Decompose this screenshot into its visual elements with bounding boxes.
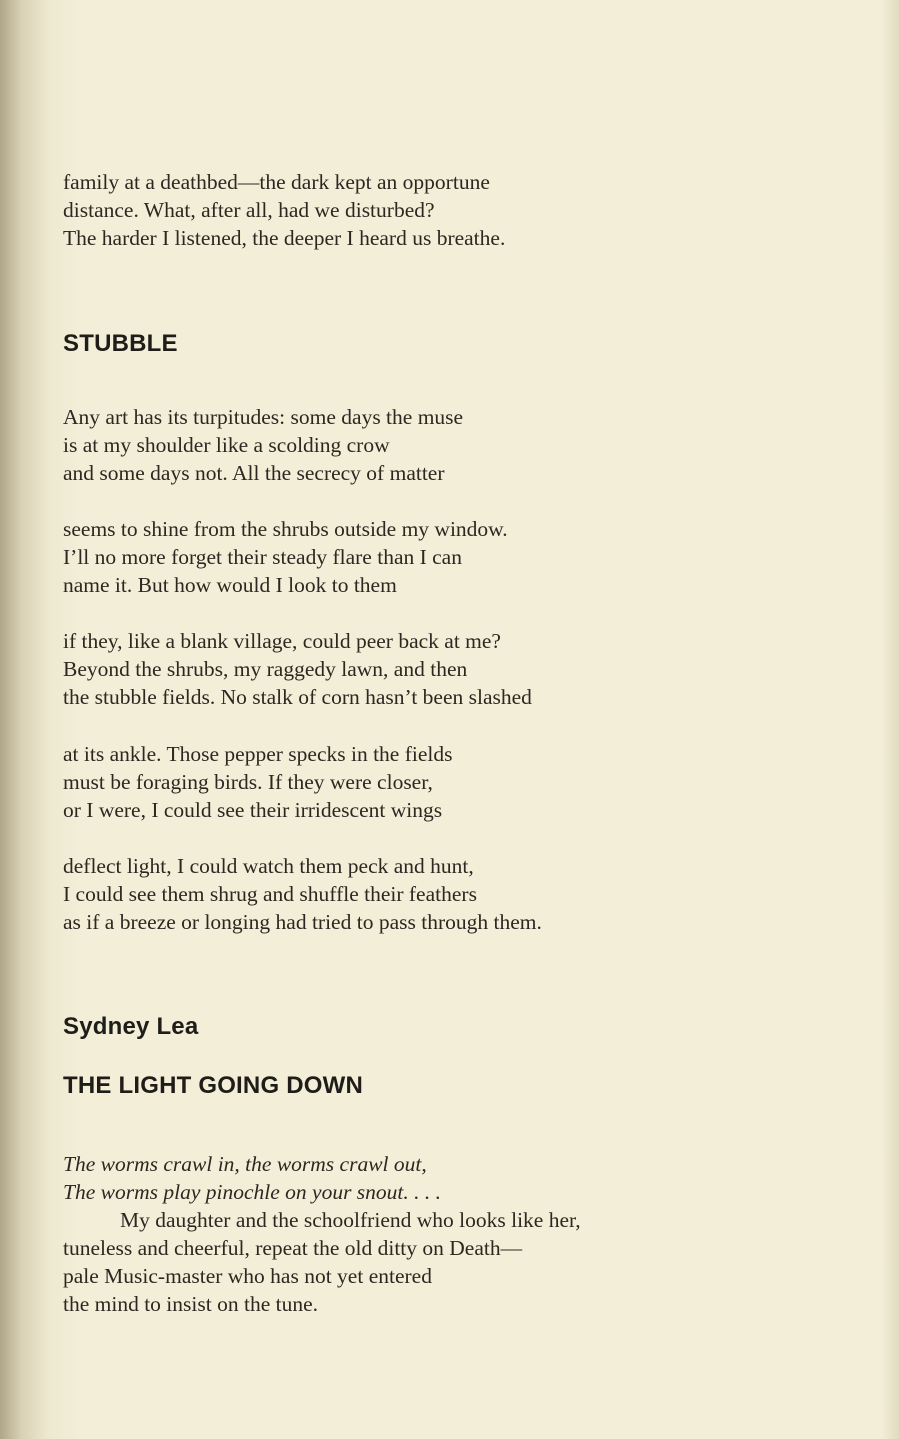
poem-line: is at my shoulder like a scolding crow bbox=[63, 433, 390, 457]
poem-line: the stubble fields. No stalk of corn hasn’t been slashed bbox=[63, 685, 532, 709]
poem-line: or I were, I could see their irridescent wings bbox=[63, 798, 443, 822]
poem-line: deflect light, I could watch them peck and hunt, bbox=[63, 854, 474, 878]
stubble-stanza-4 bbox=[63, 740, 453, 824]
poem-line: I’ll no more forget their steady flare than I can bbox=[63, 545, 462, 569]
epigraph-line: The worms play pinochle on your snout. . . . bbox=[63, 1180, 442, 1204]
poem-line: I could see them shrug and shuffle their feathers bbox=[63, 882, 477, 906]
poem-line: Any art has its turpitudes: some days the muse bbox=[63, 405, 464, 429]
light-going-down-body bbox=[63, 1150, 581, 1318]
poem-line: The harder I listened, the deeper I heard us breathe. bbox=[63, 226, 506, 250]
poem-line: distance. What, after all, had we disturbed? bbox=[63, 198, 435, 222]
author-name: Sydney Lea bbox=[63, 1013, 199, 1040]
poem-line: tuneless and cheerful, repeat the old ditty on Death— bbox=[63, 1236, 523, 1260]
poem-continuation bbox=[63, 168, 505, 252]
poem-line: and some days not. All the secrecy of matter bbox=[63, 461, 445, 485]
stubble-stanza-1 bbox=[63, 403, 463, 487]
poem-line: Beyond the shrubs, my raggedy lawn, and then bbox=[63, 657, 468, 681]
poem-title-light-going-down: THE LIGHT GOING DOWN bbox=[63, 1072, 363, 1099]
poem-line: the mind to insist on the tune. bbox=[63, 1292, 318, 1316]
poem-line: My daughter and the schoolfriend who looks like her, bbox=[120, 1208, 581, 1232]
poem-line: at its ankle. Those pepper specks in the fields bbox=[63, 742, 453, 766]
epigraph-line: The worms crawl in, the worms crawl out, bbox=[63, 1152, 427, 1176]
poem-line: pale Music-master who has not yet entered bbox=[63, 1264, 432, 1288]
poem-line: as if a breeze or longing had tried to pass through them. bbox=[63, 910, 542, 934]
poem-title-stubble: STUBBLE bbox=[63, 330, 178, 357]
poem-line: family at a deathbed—the dark kept an opportune bbox=[63, 170, 490, 194]
stubble-stanza-5 bbox=[63, 852, 542, 936]
stubble-stanza-3 bbox=[63, 627, 532, 711]
poem-line: seems to shine from the shrubs outside my window. bbox=[63, 517, 508, 541]
poem-line: if they, like a blank village, could peer back at me? bbox=[63, 629, 501, 653]
poem-line: name it. But how would I look to them bbox=[63, 573, 397, 597]
stubble-stanza-2 bbox=[63, 515, 508, 599]
poem-line: must be foraging birds. If they were closer, bbox=[63, 770, 433, 794]
